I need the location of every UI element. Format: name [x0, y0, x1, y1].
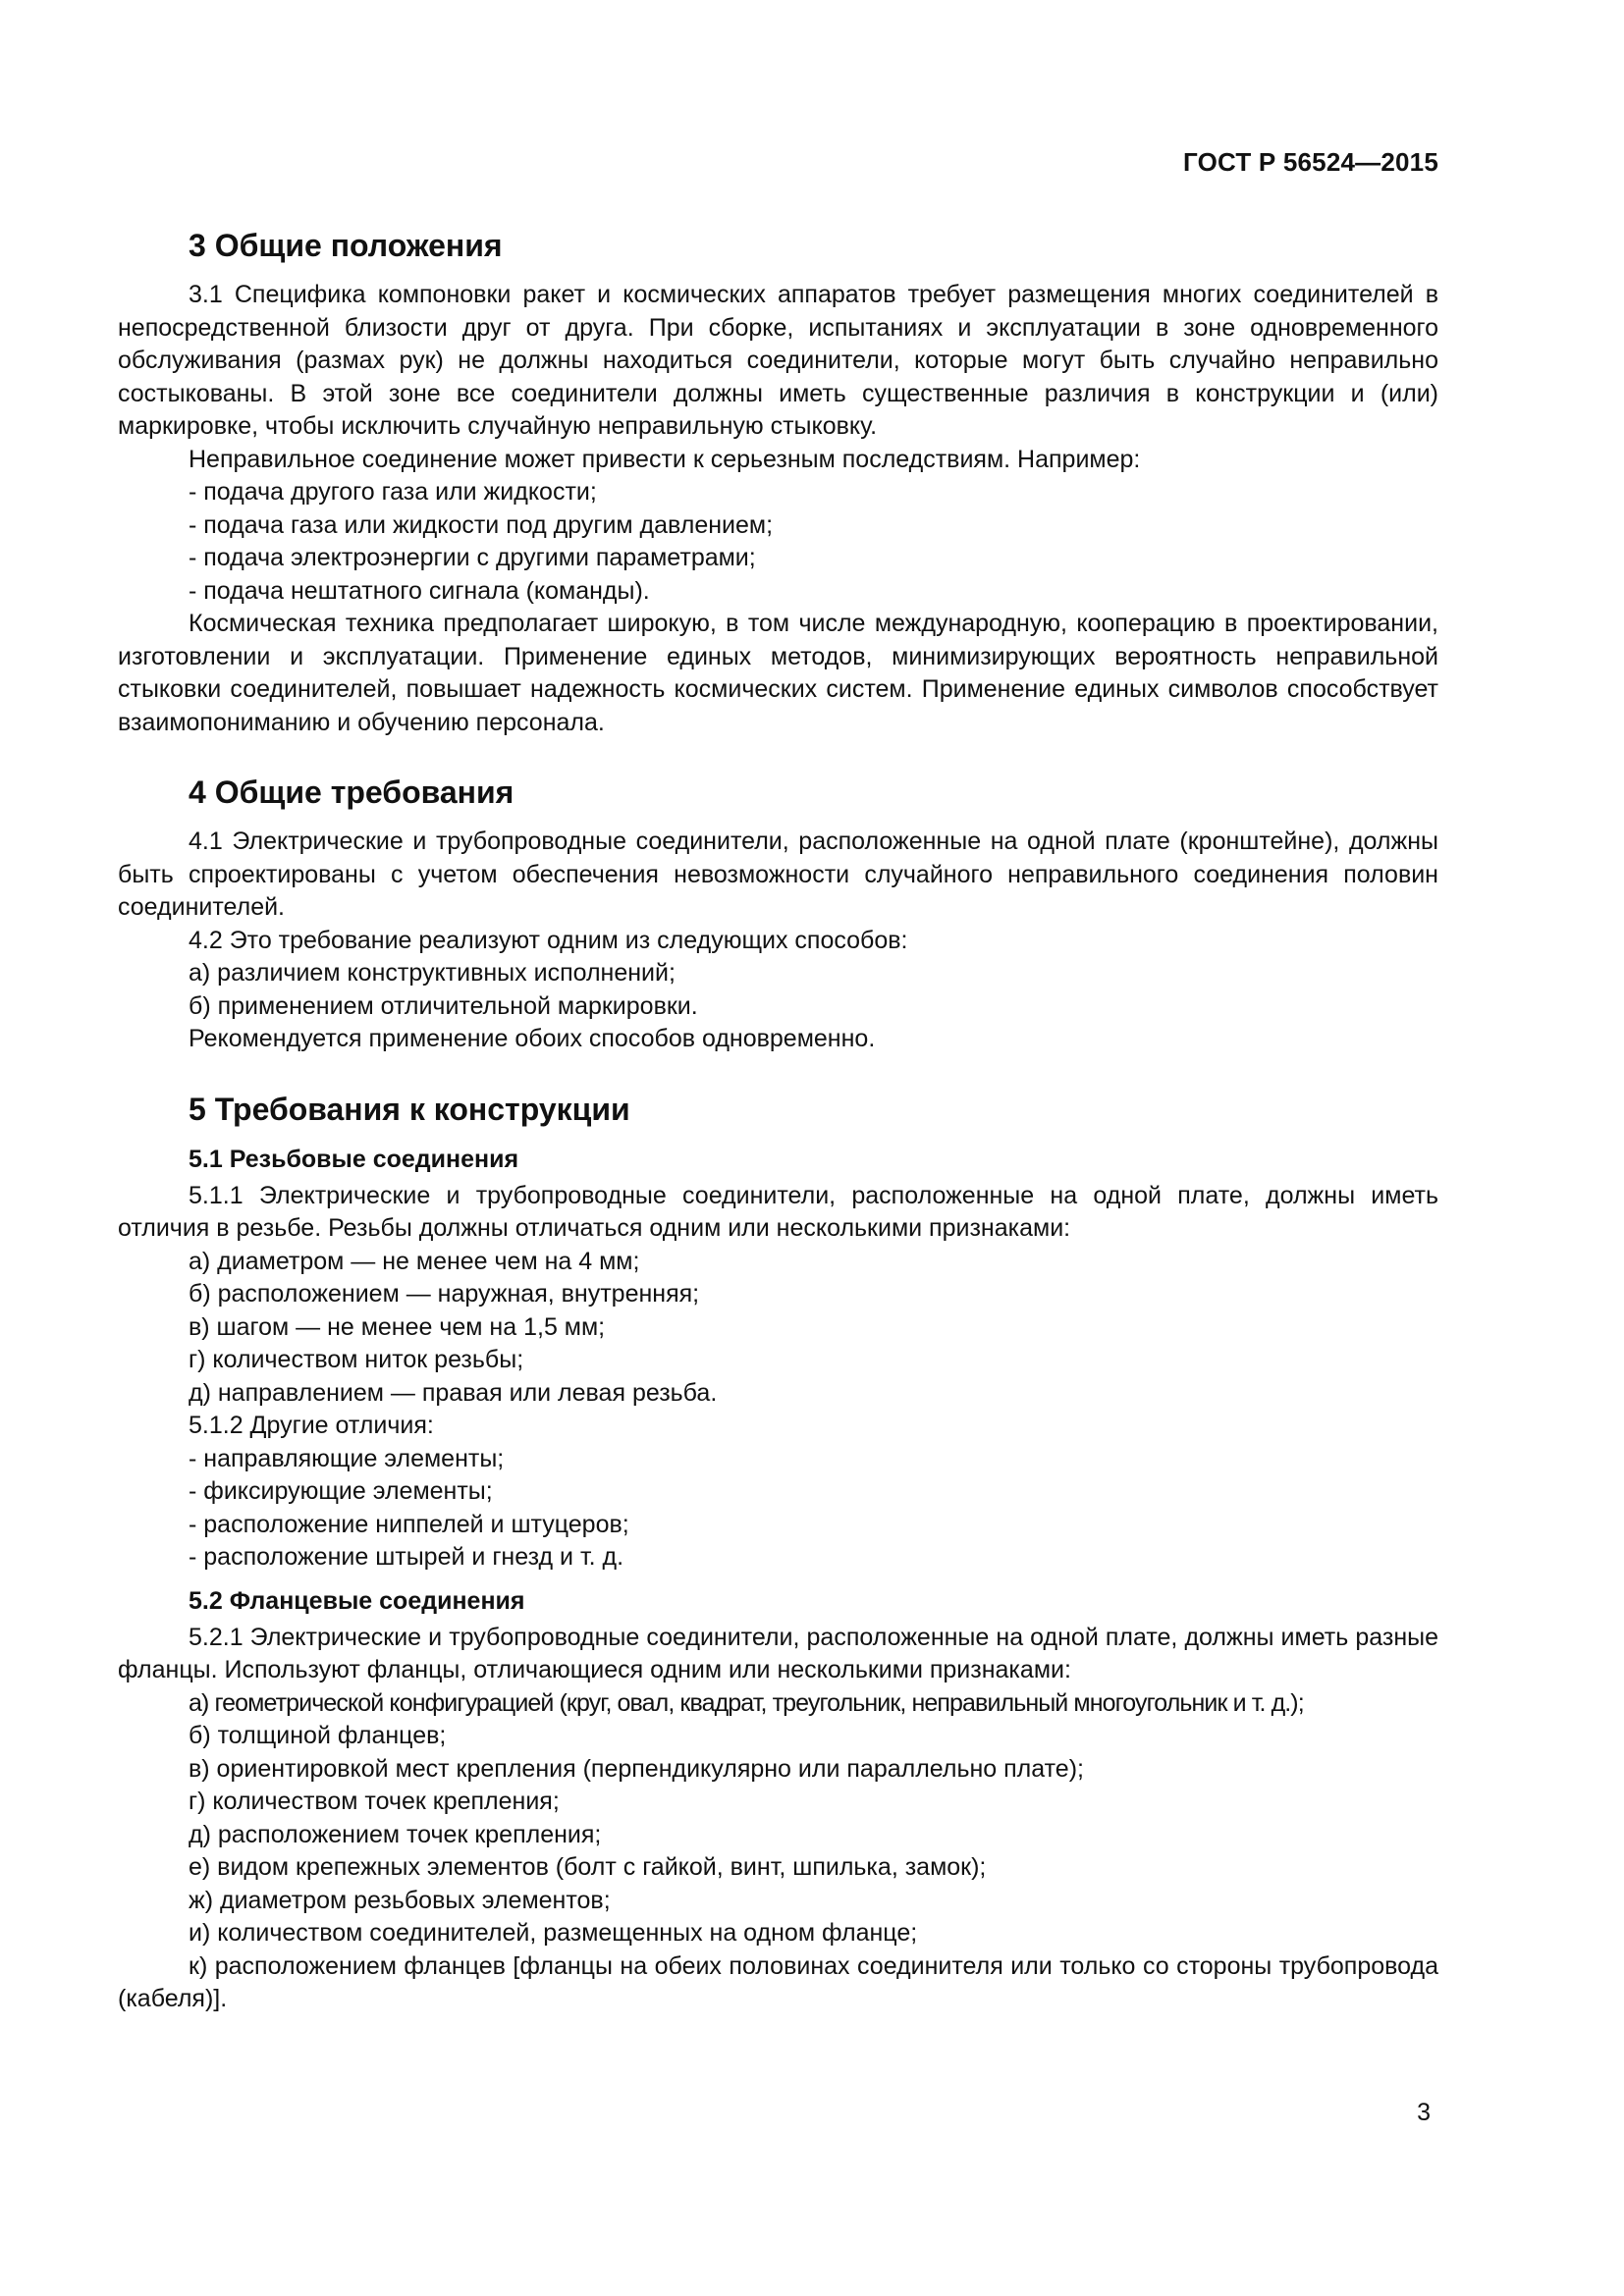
- section-general-provisions: [118, 226, 1438, 739]
- section-5-title: 5 Требования к конструкции: [189, 1091, 630, 1127]
- section-3-title: 3 Общие положения: [189, 228, 503, 263]
- page-number: 3: [1417, 2099, 1431, 2126]
- list-item: - фиксирующие элементы;: [189, 1477, 493, 1505]
- list-item: б) расположением — наружная, внутренняя;: [189, 1280, 700, 1308]
- subsection-5-2-title: 5.2 Фланцевые соединения: [189, 1586, 525, 1615]
- list-item: - подача нештатного сигнала (команды).: [189, 576, 650, 605]
- list-item: - подача другого газа или жидкости;: [189, 478, 597, 506]
- paragraph-5-1-2: 5.1.2 Другие отличия:: [189, 1412, 434, 1439]
- document-page: [118, 0, 1438, 2296]
- paragraph-3-1: 3.1 Специфика компоновки ракет и космических аппаратов требует размещения многих соединителей в непосредственной близости друг от друга. При сборке, испытаниях и эксплуатации в зоне одновременного обслуживания (размах рук) не должны находиться соединители, которые могут быть случайно неправильно состыкованы. В этой зоне все соединители должны иметь существенные различия в конструкции и (или) маркировке, чтобы исключить случайную неправильную стыковку.: [118, 281, 1438, 440]
- paragraph-cooperation: Космическая техника предполагает широкую, в том числе международную, кооперацию в проектировании, изготовлении и эксплуатации. Применение единых методов, минимизирующих вероятность неправильной стыковки соединителей, повышает надежность космических систем. Применение единых символов способствует взаимопониманию и обучению персонала.: [118, 610, 1438, 736]
- section-design-requirements: [118, 1090, 1438, 2016]
- list-item: - направляющие элементы;: [189, 1444, 505, 1472]
- list-item: а) различием конструктивных исполнений;: [189, 959, 676, 987]
- list-item: б) применением отличительной маркировки.: [189, 991, 698, 1020]
- document-code: ГОСТ Р 56524—2015: [1183, 147, 1438, 177]
- list-item: д) расположением точек крепления;: [189, 1820, 602, 1848]
- list-item: б) толщиной фланцев;: [189, 1722, 447, 1749]
- list-item: е) видом крепежных элементов (болт с гайкой, винт, шпилька, замок);: [189, 1853, 987, 1881]
- subsection-5-1-title: 5.1 Резьбовые соединения: [189, 1145, 519, 1173]
- list-item: д) направлением — правая или левая резьба.: [189, 1378, 718, 1407]
- list-item: г) количеством точек крепления;: [189, 1788, 560, 1815]
- list-item: - подача газа или жидкости под другим давлением;: [189, 510, 774, 539]
- paragraph-recommendation: Рекомендуется применение обоих способов одновременно.: [189, 1025, 876, 1052]
- list-item: а) диаметром — не менее чем на 4 мм;: [189, 1247, 640, 1275]
- paragraph-5-1-1: 5.1.1 Электрические и трубопроводные соединители, расположенные на одной плате, должны иметь отличия в резьбе. Резьбы должны отличаться одним или несколькими признаками:: [118, 1181, 1438, 1242]
- list-item: - расположение ниппелей и штуцеров;: [189, 1510, 629, 1538]
- list-item: к) расположением фланцев [фланцы на обеих половинах соединителя или только со стороны трубопровода (кабеля)].: [118, 1951, 1438, 2012]
- paragraph-consequences: Неправильное соединение может привести к серьезным последствиям. Например:: [189, 445, 1141, 473]
- list-item: и) количеством соединителей, размещенных на одном фланце;: [189, 1919, 918, 1947]
- list-item: в) ориентировкой мест крепления (перпендикулярно или параллельно плате);: [189, 1754, 1084, 1783]
- list-item: ж) диаметром резьбовых элементов;: [189, 1886, 611, 1914]
- section-4-title: 4 Общие требования: [189, 774, 514, 810]
- section-general-requirements: [118, 773, 1438, 1056]
- paragraph-5-2-1: 5.2.1 Электрические и трубопроводные соединители, расположенные на одной плате, должны иметь разные фланцы. Используют фланцы, отличающиеся одним или несколькими признаками:: [118, 1623, 1438, 1683]
- document-body: [118, 226, 1438, 2050]
- list-item: г) количеством ниток резьбы;: [189, 1346, 524, 1373]
- paragraph-4-2: 4.2 Это требование реализуют одним из следующих способов:: [189, 926, 908, 954]
- paragraph-4-1: 4.1 Электрические и трубопроводные соединители, расположенные на одной плате (кронштейне), должны быть спроектированы с учетом обеспечения невозможности случайного неправильного соединения половин соединителей.: [118, 828, 1438, 921]
- list-item: - подача электроэнергии с другими параметрами;: [189, 544, 756, 571]
- list-item: в) шагом — не менее чем на 1,5 мм;: [189, 1312, 606, 1341]
- list-item: - расположение штырей и гнезд и т. д.: [189, 1543, 624, 1571]
- list-item: а) геометрической конфигурацией (круг, овал, квадрат, треугольник, неправильный многоугольник и т. д.);: [189, 1688, 1304, 1717]
